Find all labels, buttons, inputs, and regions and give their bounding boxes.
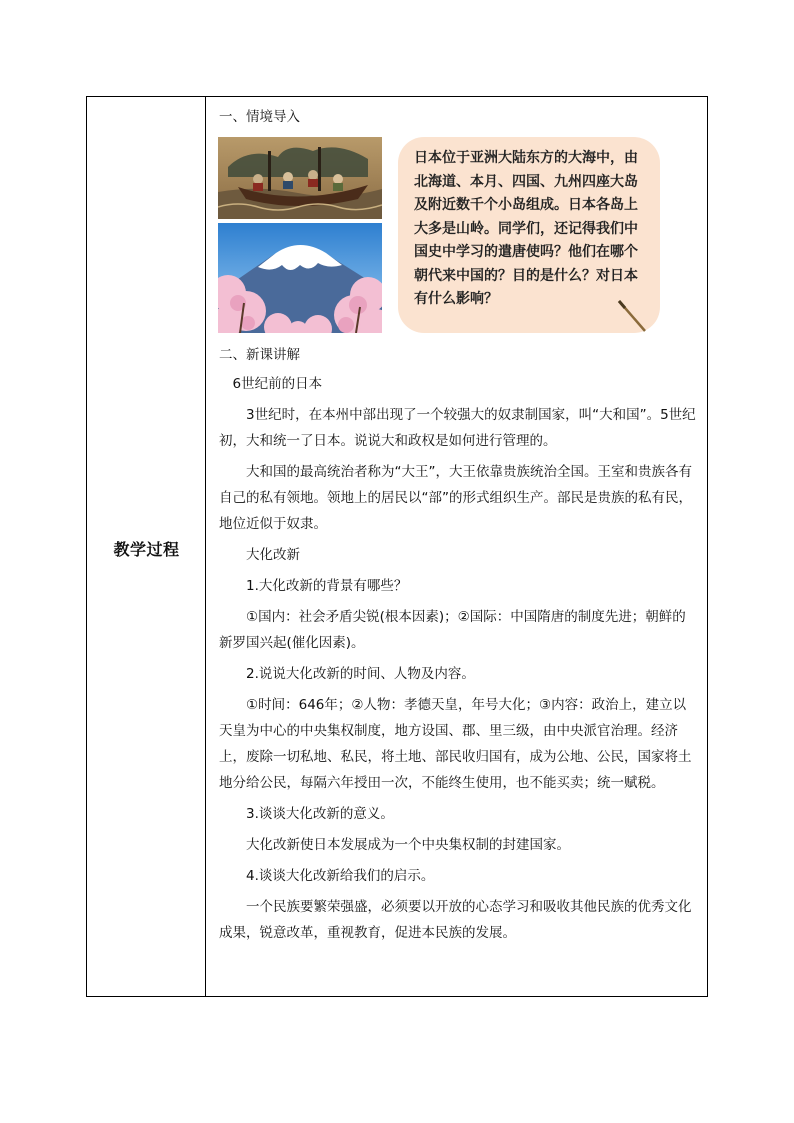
answer-background: ①国内：社会矛盾尖锐(根本因素)；②国际：中国隋唐的制度先进；朝鲜的新罗国兴起(催化因素)。 [219, 609, 686, 651]
answer-inspiration: 一个民族要繁荣强盛，必须要以开放的心态学习和吸收其他民族的优秀文化成果，锐意改革，重视教育，促进本民族的发展。 [219, 899, 692, 941]
answer-significance: 大化改新使日本发展成为一个中央集权制的封建国家。 [246, 837, 570, 853]
intro-speech-bubble: 日本位于亚洲大陆东方的大海中，由北海道、本月、四国、九州四座大岛及附近数千个小岛组成。日本各岛上大多是山岭。同学们，还记得我们中国史中学习的遣唐使吗？他们在哪个朝代来中国的？目的是什么？对日本有什么影响？ [398, 137, 660, 333]
teaching-process-label: 教学过程 [113, 540, 180, 559]
pointer-stick-icon [615, 297, 649, 333]
lesson-table [86, 96, 708, 997]
lesson-content [219, 371, 697, 946]
answer-content: ①时间：646年；②人物：孝德天皇，年号大化；③内容：政治上，建立以天皇为中心的中央集权制度，地方设国、郡、里三级，由中央派官治理。经济上，废除一切私地、私民，将土地、部民收归国有，成为公地、公民，国家将土地分给公民，每隔六年授田一次，不能终生使用，也不能买卖；统一赋税。 [219, 697, 692, 791]
topic-pre-6th-century: 6世纪前的日本 [232, 376, 323, 392]
paragraph-yamato-rule: 大和国的最高统治者称为“大王”，大王依靠贵族统治全国。王室和贵族各有自己的私有领地。领地上的居民以“部”的形式组织生产。部民是贵族的私有民，地位近似于奴隶。 [219, 464, 692, 532]
question-significance: 3.谈谈大化改新的意义。 [246, 806, 394, 822]
question-content: 2.说说大化改新的时间、人物及内容。 [246, 666, 475, 682]
section-title-new-lesson: 二、新课讲解 [219, 347, 300, 363]
question-background: 1.大化改新的背景有哪些？ [246, 578, 408, 594]
question-inspiration: 4.谈谈大化改新给我们的启示。 [246, 868, 435, 884]
content-cell [206, 97, 707, 996]
topic-taika-reform: 大化改新 [246, 547, 300, 563]
left-label-cell [87, 97, 206, 996]
section-title-intro: 一、情境导入 [219, 109, 300, 125]
mount-fuji-photo [218, 223, 382, 333]
paragraph-yamato-state: 3世纪时，在本州中部出现了一个较强大的奴隶制国家，叫“大和国”。5世纪初，大和统一了日本。说说大和政权是如何进行管理的。 [219, 407, 696, 449]
envoy-ship-painting [218, 137, 382, 219]
